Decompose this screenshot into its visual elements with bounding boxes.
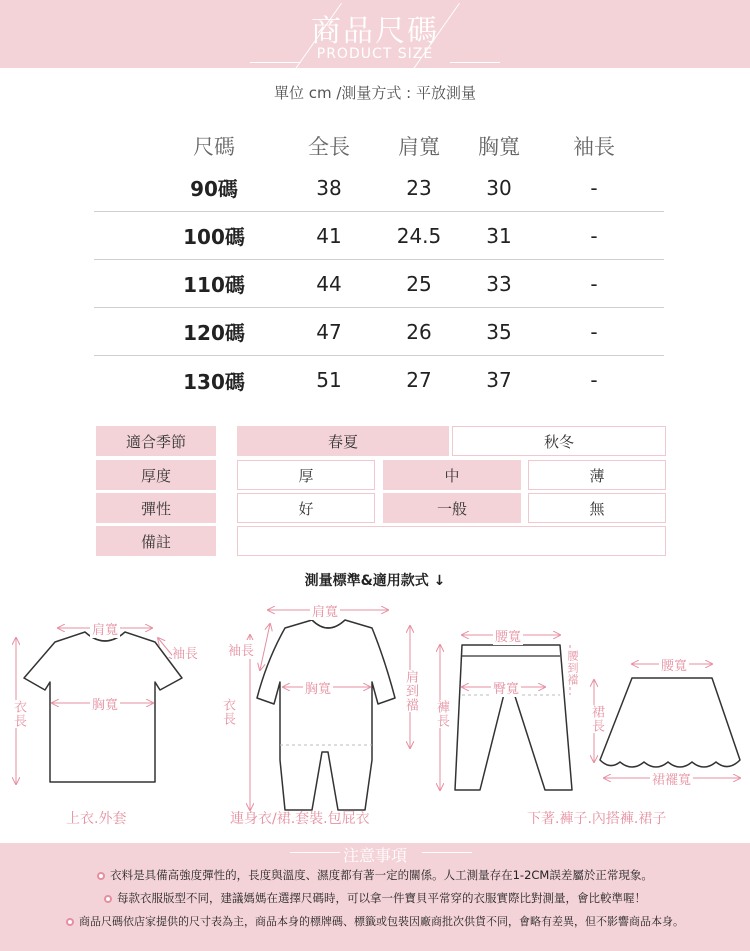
header-chest: 胸寬	[478, 135, 520, 159]
notes-value	[237, 526, 666, 556]
size-cell: 90碼	[190, 177, 238, 201]
thickness-label: 厚度	[96, 460, 216, 490]
pants-hip-label: 臀寬	[491, 678, 521, 697]
header-band	[0, 0, 750, 68]
bottoms-category-label: 下著.褲子.內搭褲.裙子	[527, 811, 667, 827]
size-table-header	[94, 128, 664, 164]
notice-item: 每款衣服版型不同，建議媽媽在選擇尺碼時，可以拿一件寶貝平常穿的衣服實際比對測量，會比較準喔！	[0, 890, 750, 906]
romper-shoulder-label: 肩寬	[310, 601, 340, 620]
chest-cell: 31	[486, 223, 512, 248]
length-cell: 38	[316, 175, 342, 200]
table-row	[94, 212, 664, 260]
shoulder-cell: 26	[406, 319, 432, 344]
chest-cell: 33	[486, 271, 512, 296]
skirt-waist-label: 腰寬	[659, 655, 689, 674]
table-row	[94, 356, 664, 404]
page-title: 商品尺碼	[311, 14, 439, 49]
pants-length-label: 褲長	[434, 700, 449, 728]
measurement-title: 測量標準&適用款式 ↓	[304, 573, 446, 589]
top-chest-label: 胸寬	[90, 694, 120, 713]
size-cell: 130碼	[183, 369, 245, 394]
season-option-autumn-winter: 秋冬	[452, 426, 666, 456]
table-row	[94, 164, 664, 212]
header-length: 全長	[308, 135, 350, 159]
top-sleeve-label: 袖長	[172, 643, 198, 662]
skirt-length-label: 裙長	[589, 705, 604, 733]
header-rule-left	[250, 62, 300, 63]
measurement-diagrams	[0, 590, 750, 840]
romper-chest-label: 胸寬	[303, 678, 333, 697]
romper-sleeve-label: 袖長	[228, 640, 254, 659]
length-cell: 47	[316, 319, 342, 344]
thickness-option-thick: 厚	[237, 460, 375, 490]
header-size: 尺碼	[193, 135, 235, 159]
elasticity-option-average: 一般	[383, 493, 521, 523]
bullet-icon	[104, 895, 112, 903]
sleeve-cell: -	[590, 368, 598, 392]
romper-crotch-label: 肩到襠	[403, 670, 418, 712]
measurement-unit-text: 單位 cm /測量方式 : 平放測量	[273, 84, 477, 102]
notice-item: 商品尺碼依店家提供的尺寸表為主，商品本身的標牌碼、標籤或包裝因廠商批次供貨不同，會略有差異，但不影響商品本身。	[0, 913, 750, 929]
chest-cell: 37	[486, 368, 512, 392]
header-rule-right	[450, 62, 500, 63]
size-cell: 100碼	[183, 225, 245, 249]
thickness-option-medium: 中	[383, 460, 521, 490]
shoulder-cell: 27	[406, 368, 432, 392]
romper-drawing	[250, 610, 410, 810]
bullet-icon	[97, 872, 105, 880]
size-cell: 120碼	[183, 321, 245, 345]
chest-cell: 30	[486, 175, 512, 200]
shoulder-cell: 23	[406, 175, 432, 200]
table-row	[94, 308, 664, 356]
header-shoulder: 肩寬	[398, 135, 440, 159]
season-option-spring-summer: 春夏	[237, 426, 449, 456]
romper-length-label: 衣長	[220, 698, 235, 726]
shoulder-cell: 25	[406, 271, 432, 296]
size-table	[94, 128, 664, 404]
skirt-drawing	[594, 664, 740, 778]
notice-item: 衣料是具備高強度彈性的，長度與溫度、濕度都有著一定的關係。人工測量存在1-2CM誤差屬於正常現象。	[0, 867, 750, 883]
pants-waist-label: 腰寬	[493, 626, 523, 645]
top-length-label: 衣長	[11, 700, 26, 728]
skirt-hem-label: 裙襬寬	[650, 769, 693, 788]
season-label: 適合季節	[96, 426, 216, 456]
thickness-option-thin: 薄	[528, 460, 666, 490]
size-cell: 110碼	[183, 273, 245, 297]
elasticity-option-none: 無	[528, 493, 666, 523]
length-cell: 51	[316, 368, 342, 392]
header-sleeve: 袖長	[573, 135, 615, 159]
notice-title: 注意事項	[342, 846, 407, 865]
sleeve-cell: -	[590, 271, 598, 296]
notes-label: 備註	[96, 526, 216, 556]
chest-cell: 35	[486, 319, 512, 344]
top-category-label: 上衣.外套	[66, 811, 127, 827]
top-shoulder-label: 肩寬	[90, 619, 120, 638]
table-row	[94, 260, 664, 308]
romper-category-label: 連身衣/裙.套裝.包屁衣	[230, 811, 370, 827]
page-subtitle: PRODUCT SIZE	[316, 46, 434, 62]
elasticity-option-good: 好	[237, 493, 375, 523]
sleeve-cell: -	[590, 319, 598, 344]
pants-waist-to-crotch-label: 腰到襠	[566, 650, 579, 686]
elasticity-label: 彈性	[96, 493, 216, 523]
length-cell: 44	[316, 271, 342, 296]
sleeve-cell: -	[590, 223, 598, 248]
pants-drawing	[440, 635, 572, 790]
length-cell: 41	[316, 223, 342, 248]
shoulder-cell: 24.5	[396, 223, 442, 248]
bullet-icon	[66, 918, 74, 926]
sleeve-cell: -	[590, 175, 598, 200]
